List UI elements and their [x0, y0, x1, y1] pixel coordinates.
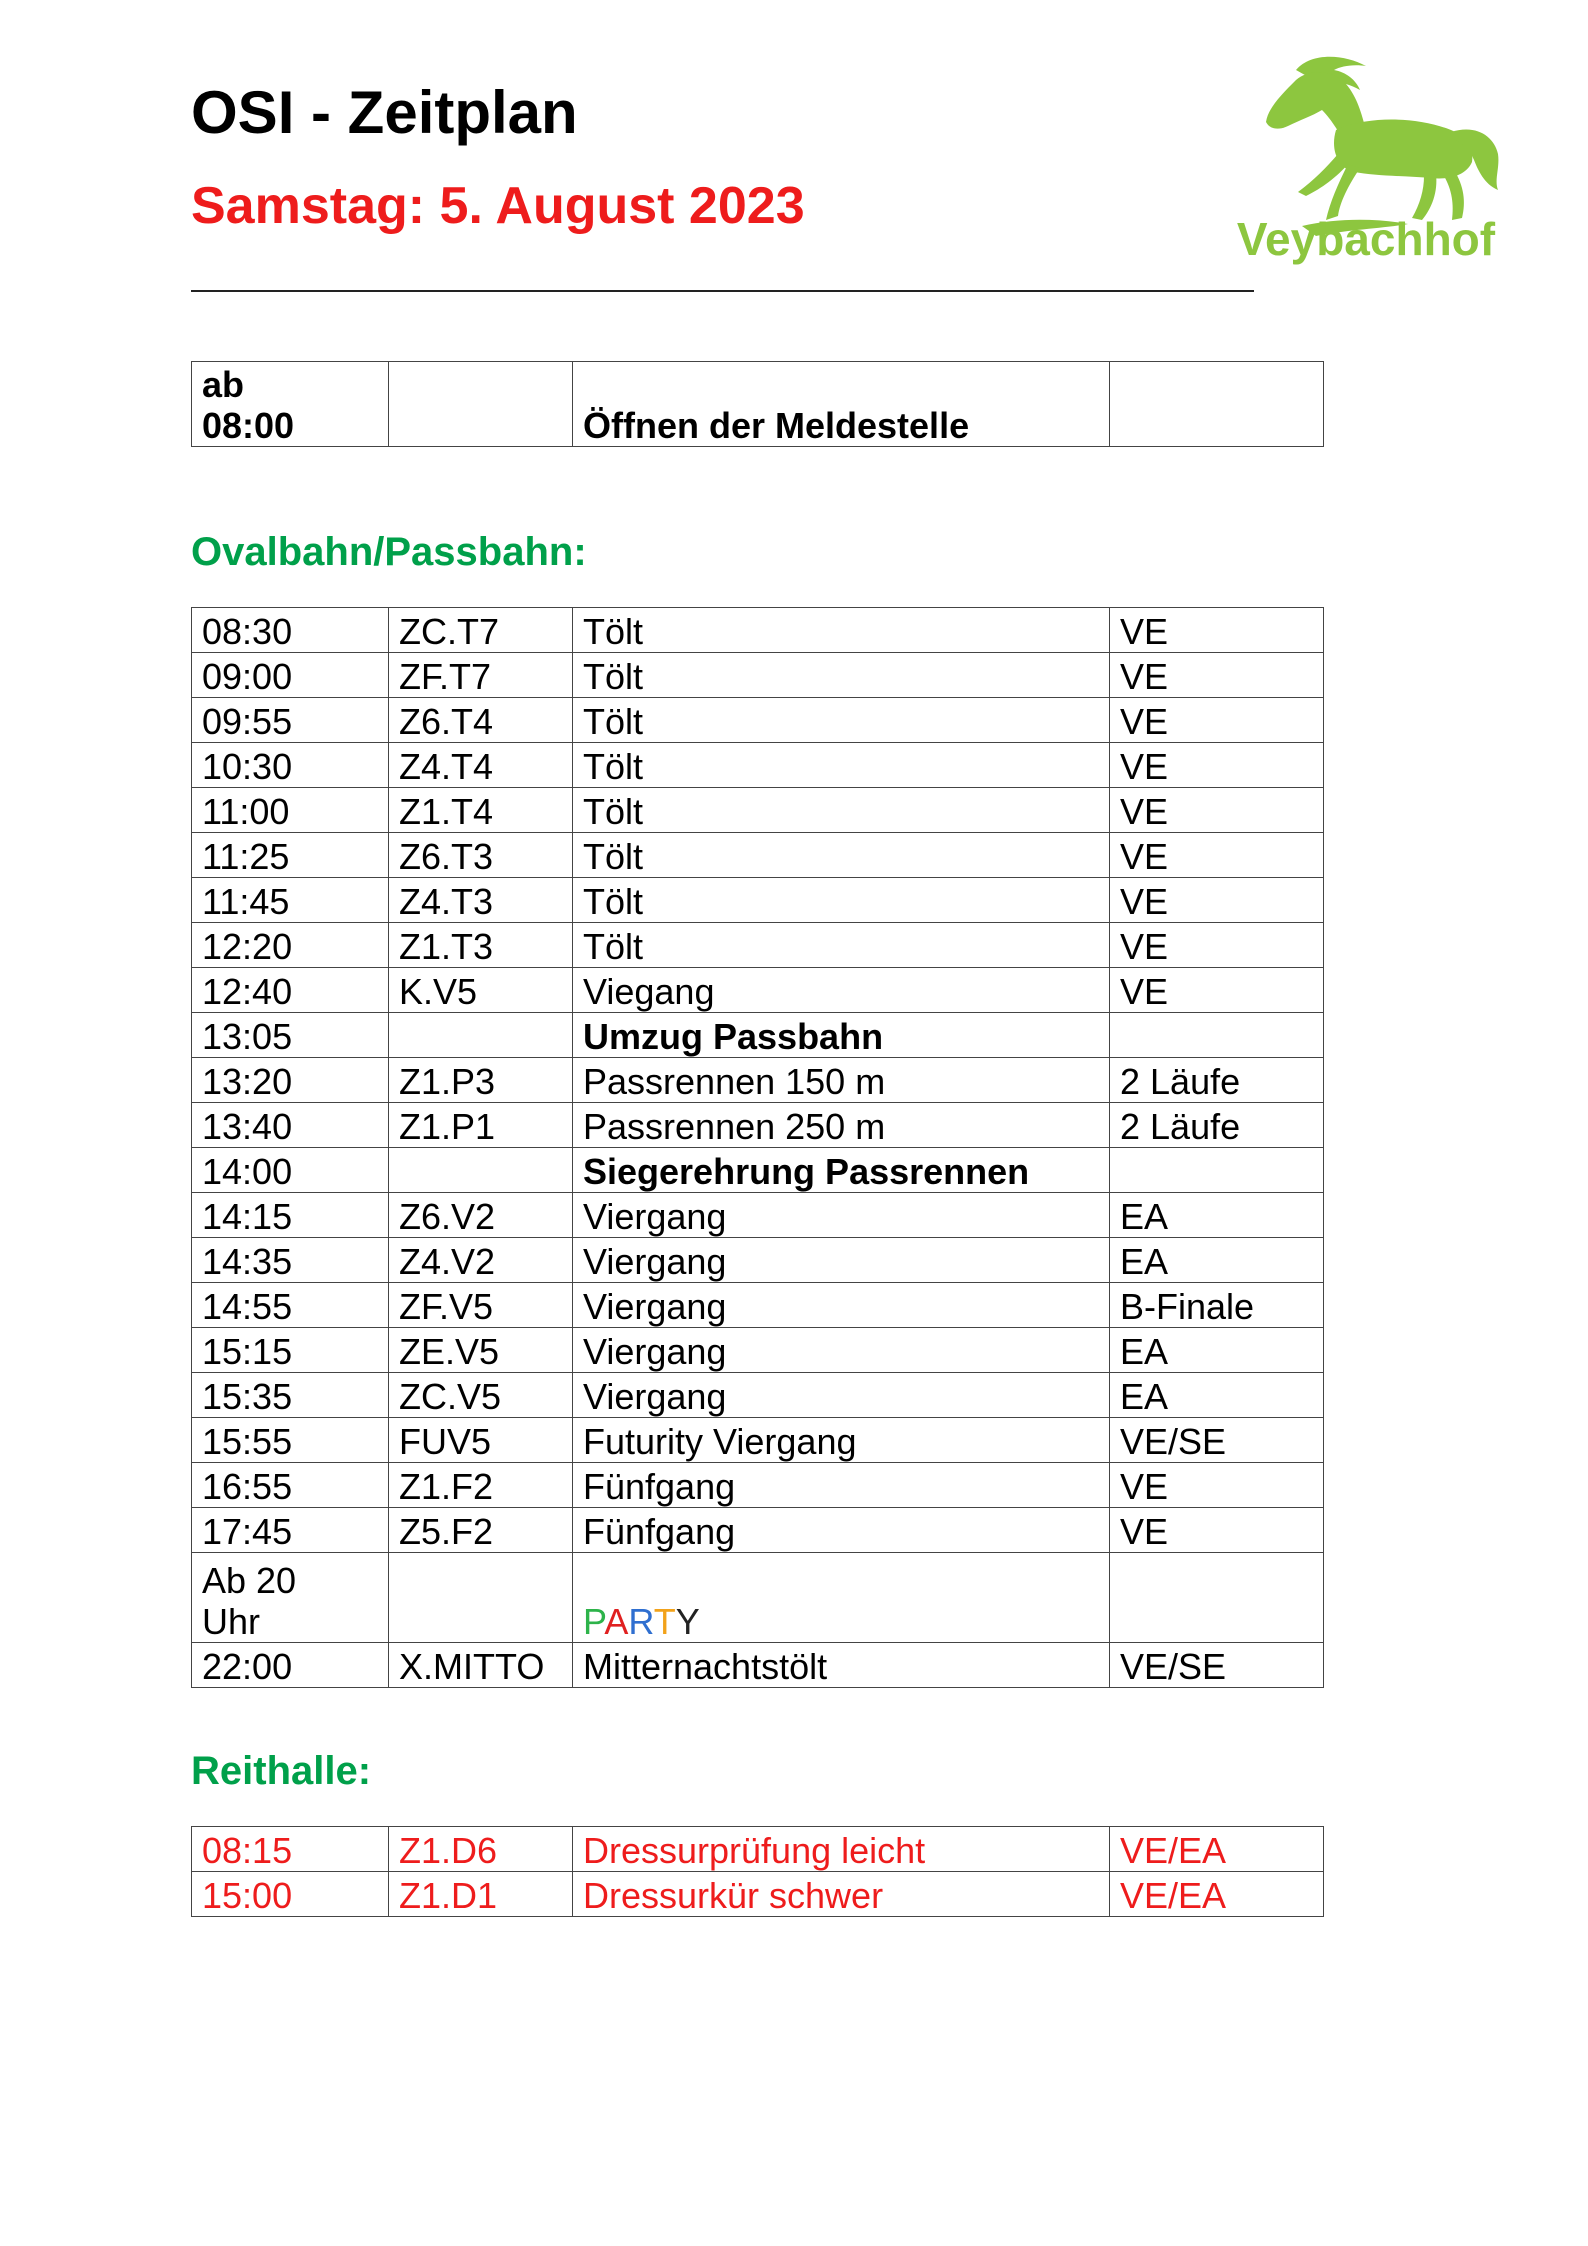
page-subtitle-date: Samstag: 5. August 2023	[191, 177, 805, 235]
table-row	[192, 1283, 1324, 1328]
table-row	[192, 1872, 1324, 1917]
note-cell: VE/SE	[1110, 1418, 1324, 1463]
time-cell: 13:40	[192, 1103, 389, 1148]
time-cell: 13:05	[192, 1013, 389, 1058]
time-cell: 11:00	[192, 788, 389, 833]
code-cell	[389, 1553, 573, 1643]
table-row	[192, 1013, 1324, 1058]
code-cell: Z1.D6	[389, 1827, 573, 1872]
time-cell: 15:35	[192, 1373, 389, 1418]
note-cell: VE/EA	[1110, 1872, 1324, 1917]
note-cell: VE	[1110, 743, 1324, 788]
table-row	[192, 1328, 1324, 1373]
event-cell: Tölt	[573, 608, 1110, 653]
code-cell: ZE.V5	[389, 1328, 573, 1373]
note-cell: VE	[1110, 1508, 1324, 1553]
code-cell: Z1.P1	[389, 1103, 573, 1148]
table-row	[192, 1238, 1324, 1283]
table-row	[192, 362, 1324, 447]
page-title: OSI - Zeitplan	[191, 79, 578, 146]
event-cell: Fünfgang	[573, 1463, 1110, 1508]
table-row	[192, 1103, 1324, 1148]
table-row-party	[192, 1553, 1324, 1643]
code-cell: Z1.P3	[389, 1058, 573, 1103]
code-cell: ZC.V5	[389, 1373, 573, 1418]
event-cell: Futurity Viergang	[573, 1418, 1110, 1463]
table-row	[192, 833, 1324, 878]
code-cell: Z1.T3	[389, 923, 573, 968]
table-row	[192, 1058, 1324, 1103]
time-cell: 10:30	[192, 743, 389, 788]
event-cell: Viergang	[573, 1328, 1110, 1373]
code-cell: X.MITTO	[389, 1643, 573, 1688]
code-cell: Z1.T4	[389, 788, 573, 833]
code-cell: FUV5	[389, 1418, 573, 1463]
code-cell: K.V5	[389, 968, 573, 1013]
time-cell: 17:45	[192, 1508, 389, 1553]
note-cell: VE/EA	[1110, 1827, 1324, 1872]
note-cell: 2 Läufe	[1110, 1103, 1324, 1148]
time-cell: 11:25	[192, 833, 389, 878]
note-cell	[1110, 1553, 1324, 1643]
table-row	[192, 1827, 1324, 1872]
table-row	[192, 1643, 1324, 1688]
time-cell: 16:55	[192, 1463, 389, 1508]
section-title-ovalbahn: Ovalbahn/Passbahn:	[191, 530, 587, 574]
time-cell: 09:00	[192, 653, 389, 698]
party-letter: T	[653, 1601, 676, 1642]
event-cell: Passrennen 250 m	[573, 1103, 1110, 1148]
time-cell: 14:00	[192, 1148, 389, 1193]
table-row	[192, 698, 1324, 743]
code-cell: ZC.T7	[389, 608, 573, 653]
note-cell: VE	[1110, 608, 1324, 653]
code-cell	[389, 362, 573, 447]
time-cell: 09:55	[192, 698, 389, 743]
event-cell: Tölt	[573, 878, 1110, 923]
note-cell: VE	[1110, 1463, 1324, 1508]
party-letter: A	[604, 1601, 629, 1642]
table-row	[192, 1373, 1324, 1418]
note-cell	[1110, 362, 1324, 447]
table-row	[192, 653, 1324, 698]
code-cell: ZF.T7	[389, 653, 573, 698]
table-row	[192, 1508, 1324, 1553]
note-cell: B-Finale	[1110, 1283, 1324, 1328]
event-cell: Umzug Passbahn	[573, 1013, 1110, 1058]
time-cell: 08:15	[192, 1827, 389, 1872]
event-cell: Tölt	[573, 743, 1110, 788]
logo-wordmark: Veybachhof	[1236, 213, 1496, 265]
event-cell: Mitternachtstölt	[573, 1643, 1110, 1688]
table-row	[192, 878, 1324, 923]
event-cell: Viergang	[573, 1193, 1110, 1238]
event-cell: Öffnen der Meldestelle	[573, 362, 1110, 447]
code-cell: Z4.T3	[389, 878, 573, 923]
note-cell	[1110, 1148, 1324, 1193]
event-cell: Viegang	[573, 968, 1110, 1013]
note-cell: VE	[1110, 653, 1324, 698]
code-cell: Z5.F2	[389, 1508, 573, 1553]
note-cell: EA	[1110, 1193, 1324, 1238]
time-cell: 12:40	[192, 968, 389, 1013]
table-row	[192, 608, 1324, 653]
note-cell: EA	[1110, 1238, 1324, 1283]
table-row	[192, 968, 1324, 1013]
note-cell: VE	[1110, 878, 1324, 923]
section-title-reithalle: Reithalle:	[191, 1749, 372, 1793]
note-cell	[1110, 1013, 1324, 1058]
event-cell: Tölt	[573, 698, 1110, 743]
note-cell: EA	[1110, 1373, 1324, 1418]
code-cell: Z4.T4	[389, 743, 573, 788]
code-cell: Z6.T4	[389, 698, 573, 743]
event-cell: Passrennen 150 m	[573, 1058, 1110, 1103]
time-cell: Ab 20 Uhr	[192, 1553, 389, 1643]
note-cell: VE	[1110, 788, 1324, 833]
time-cell: 14:55	[192, 1283, 389, 1328]
note-cell: EA	[1110, 1328, 1324, 1373]
code-cell	[389, 1013, 573, 1058]
time-cell: 15:00	[192, 1872, 389, 1917]
time-cell: 12:20	[192, 923, 389, 968]
code-cell: Z1.F2	[389, 1463, 573, 1508]
time-cell: ab 08:00	[192, 362, 389, 447]
table-row	[192, 743, 1324, 788]
time-cell: 15:15	[192, 1328, 389, 1373]
time-cell: 14:15	[192, 1193, 389, 1238]
event-cell: Viergang	[573, 1373, 1110, 1418]
code-cell	[389, 1148, 573, 1193]
table-row	[192, 788, 1324, 833]
table-row	[192, 1148, 1324, 1193]
code-cell: Z4.V2	[389, 1238, 573, 1283]
code-cell: Z6.T3	[389, 833, 573, 878]
party-letter: R	[628, 1601, 654, 1642]
ovalbahn-schedule-table	[191, 607, 1324, 1688]
code-cell: Z1.D1	[389, 1872, 573, 1917]
party-letter: Y	[675, 1601, 700, 1642]
code-cell: ZF.V5	[389, 1283, 573, 1328]
event-cell: Dressurprüfung leicht	[573, 1827, 1110, 1872]
event-cell: Siegerehrung Passrennen	[573, 1148, 1110, 1193]
event-cell-party	[573, 1553, 1110, 1643]
table-row	[192, 923, 1324, 968]
note-cell: 2 Läufe	[1110, 1058, 1324, 1103]
table-row	[192, 1418, 1324, 1463]
time-cell: 11:45	[192, 878, 389, 923]
note-cell: VE	[1110, 698, 1324, 743]
header-divider	[191, 290, 1254, 292]
event-cell: Viergang	[573, 1283, 1110, 1328]
party-letter: P	[583, 1601, 605, 1642]
event-cell: Tölt	[573, 653, 1110, 698]
event-cell: Viergang	[573, 1238, 1110, 1283]
time-cell: 22:00	[192, 1643, 389, 1688]
opening-table	[191, 361, 1324, 447]
time-cell: 13:20	[192, 1058, 389, 1103]
table-row	[192, 1193, 1324, 1238]
note-cell: VE	[1110, 968, 1324, 1013]
note-cell: VE/SE	[1110, 1643, 1324, 1688]
event-cell: Tölt	[573, 788, 1110, 833]
event-cell: Tölt	[573, 923, 1110, 968]
time-cell: 15:55	[192, 1418, 389, 1463]
note-cell: VE	[1110, 833, 1324, 878]
reithalle-schedule-table	[191, 1826, 1324, 1917]
time-cell: 08:30	[192, 608, 389, 653]
time-cell: 14:35	[192, 1238, 389, 1283]
table-row	[192, 1463, 1324, 1508]
event-cell: Dressurkür schwer	[573, 1872, 1110, 1917]
note-cell: VE	[1110, 923, 1324, 968]
event-cell: Fünfgang	[573, 1508, 1110, 1553]
event-cell: Tölt	[573, 833, 1110, 878]
code-cell: Z6.V2	[389, 1193, 573, 1238]
